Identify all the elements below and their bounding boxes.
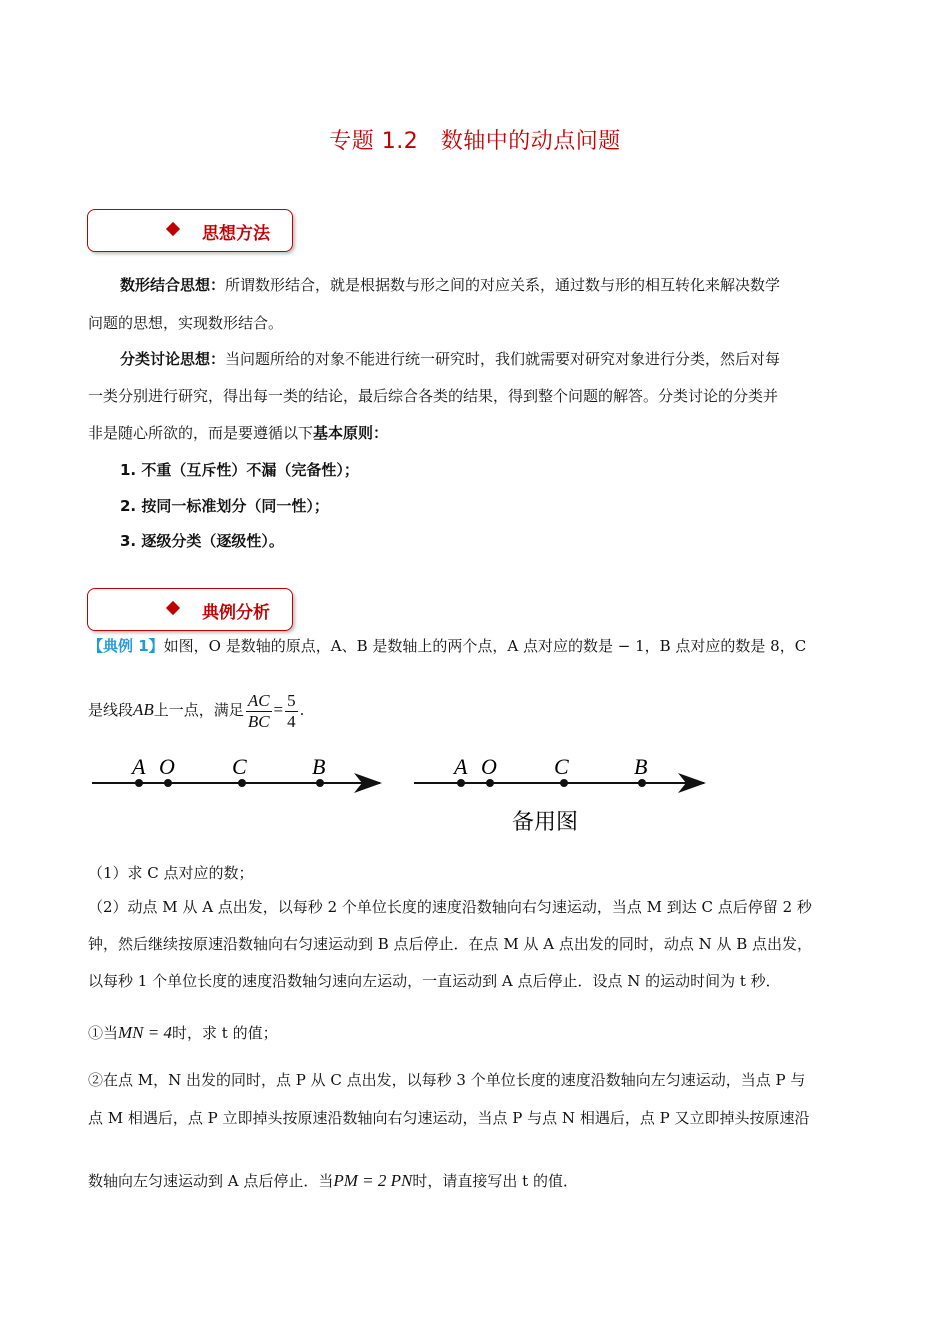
fraction-ac-bc (246, 691, 272, 732)
label-c: C (554, 754, 569, 779)
number-line-figure (80, 748, 720, 843)
point-a (135, 779, 143, 787)
label-a: A (132, 754, 146, 779)
paragraph-text: 非是随心所欲的，而是要遵循以下 (88, 424, 314, 442)
term-label: 数形结合思想： (120, 276, 226, 294)
number-line-main (92, 754, 380, 787)
paragraph-text: ①当 (88, 1024, 119, 1042)
paragraph-text: 如图，O 是数轴的原点，A、B 是数轴上的两个点，A 点对应的数是 − 1，B 点对应的数是 8，C (163, 637, 807, 655)
paragraph-text: 时，求 t 的值； (172, 1024, 278, 1042)
page-title: 专题 1.2 数轴中的动点问题 (329, 129, 621, 154)
paragraph-text: 一类分别进行研究，得出每一类的结论，最后综合各类的结果，得到整个问题的解答。分类讨论的分类并 (88, 387, 779, 405)
label-o: O (481, 754, 497, 779)
paragraph-text: 时，请直接写出 t 的值． (412, 1172, 578, 1190)
point-a (457, 779, 465, 787)
paragraph-text: 数轴向左匀速运动到 A 点后停止．当 (88, 1172, 334, 1190)
figure-caption: 备用图 (512, 810, 579, 835)
label-b: B (634, 754, 648, 779)
paragraph-text: . (299, 701, 305, 719)
rule-1: 1. 不重（互斥性）不漏（完备性）； (120, 461, 359, 479)
question-2b-line-2: 点 M 相遇后，点 P 立即掉头按原速沿数轴向右匀速运动，当点 P 与点 N 相遇后，点 P 又立即掉头按原速沿 (88, 1109, 810, 1127)
question-2b-line-3 (88, 1162, 864, 1200)
example-line-2 (88, 688, 864, 732)
paragraph-text: 问题的思想，实现数形结合。 (88, 314, 284, 332)
paragraph-shuxing (88, 267, 896, 304)
paragraph-line (88, 378, 864, 415)
fraction-denominator: BC (247, 711, 270, 731)
math-pm-pn: PM = 2 PN (333, 1171, 413, 1190)
label-c: C (232, 754, 247, 779)
diamond-icon (166, 601, 180, 615)
section-label-examples: 典例分析 (202, 603, 270, 623)
rule-3: 3. 逐级分类（逐级性）。 (120, 532, 284, 550)
paragraph-line (88, 415, 864, 452)
example-tag: 【典例 1】 (88, 637, 164, 655)
fraction-numerator: 5 (287, 690, 296, 710)
point-o (164, 779, 172, 787)
example-line-1 (88, 628, 864, 665)
question-1: （1）求 C 点对应的数； (88, 864, 254, 882)
question-2-line-3: 以每秒 1 个单位长度的速度沿数轴匀速向左运动，一直运动到 A 点后停止．设点 N 的运动时间为 t 秒． (88, 972, 781, 990)
question-2-line-1: （2）动点 M 从 A 点出发，以每秒 2 个单位长度的速度沿数轴向右匀速运动，当点 M 到达 C 点后停留 2 秒 (88, 898, 812, 916)
question-2-line-2: 钟，然后继续按原速沿数轴向右匀速运动到 B 点后停止．在点 M 从 A 点出发的同时，动点 N 从 B 点出发， (88, 935, 813, 953)
rule-2: 2. 按同一标准划分（同一性）； (120, 497, 329, 515)
paragraph-text: 当问题所给的对象不能进行统一研究时，我们就需要对研究对象进行分类，然后对每 (225, 350, 781, 368)
point-b (638, 779, 646, 787)
equals-sign: = (273, 700, 284, 719)
term-label: 分类讨论思想： (120, 350, 226, 368)
fraction-five-fourths (285, 691, 298, 732)
paragraph-text: 上一点，满足 (153, 701, 244, 719)
diamond-icon (166, 222, 180, 236)
section-header-examples (87, 588, 293, 631)
math-mn: MN = 4 (118, 1023, 172, 1042)
paragraph-text: 所谓数形结合，就是根据数与形之间的对应关系，通过数与形的相互转化来解决数学 (225, 276, 781, 294)
math-ab: AB (133, 700, 154, 719)
point-o (486, 779, 494, 787)
number-line-spare (414, 754, 704, 835)
paragraph-text: 是线段 (88, 701, 134, 719)
label-b: B (312, 754, 326, 779)
label-o: O (159, 754, 175, 779)
paragraph-fenlei (88, 341, 896, 378)
fraction-denominator: 4 (287, 711, 296, 731)
label-a: A (454, 754, 468, 779)
section-header-methods (87, 209, 293, 252)
point-c (560, 779, 568, 787)
question-2a (88, 1014, 864, 1052)
point-c (238, 779, 246, 787)
bold-text: 基本原则： (313, 424, 389, 442)
point-b (316, 779, 324, 787)
question-2b-line-1: ②在点 M，N 出发的同时，点 P 从 C 点出发，以每秒 3 个单位长度的速度沿数轴向左匀速运动，当点 P 与 (88, 1071, 806, 1089)
fraction-numerator: AC (247, 690, 270, 710)
section-label-methods: 思想方法 (202, 224, 270, 244)
paragraph-line (88, 305, 864, 342)
